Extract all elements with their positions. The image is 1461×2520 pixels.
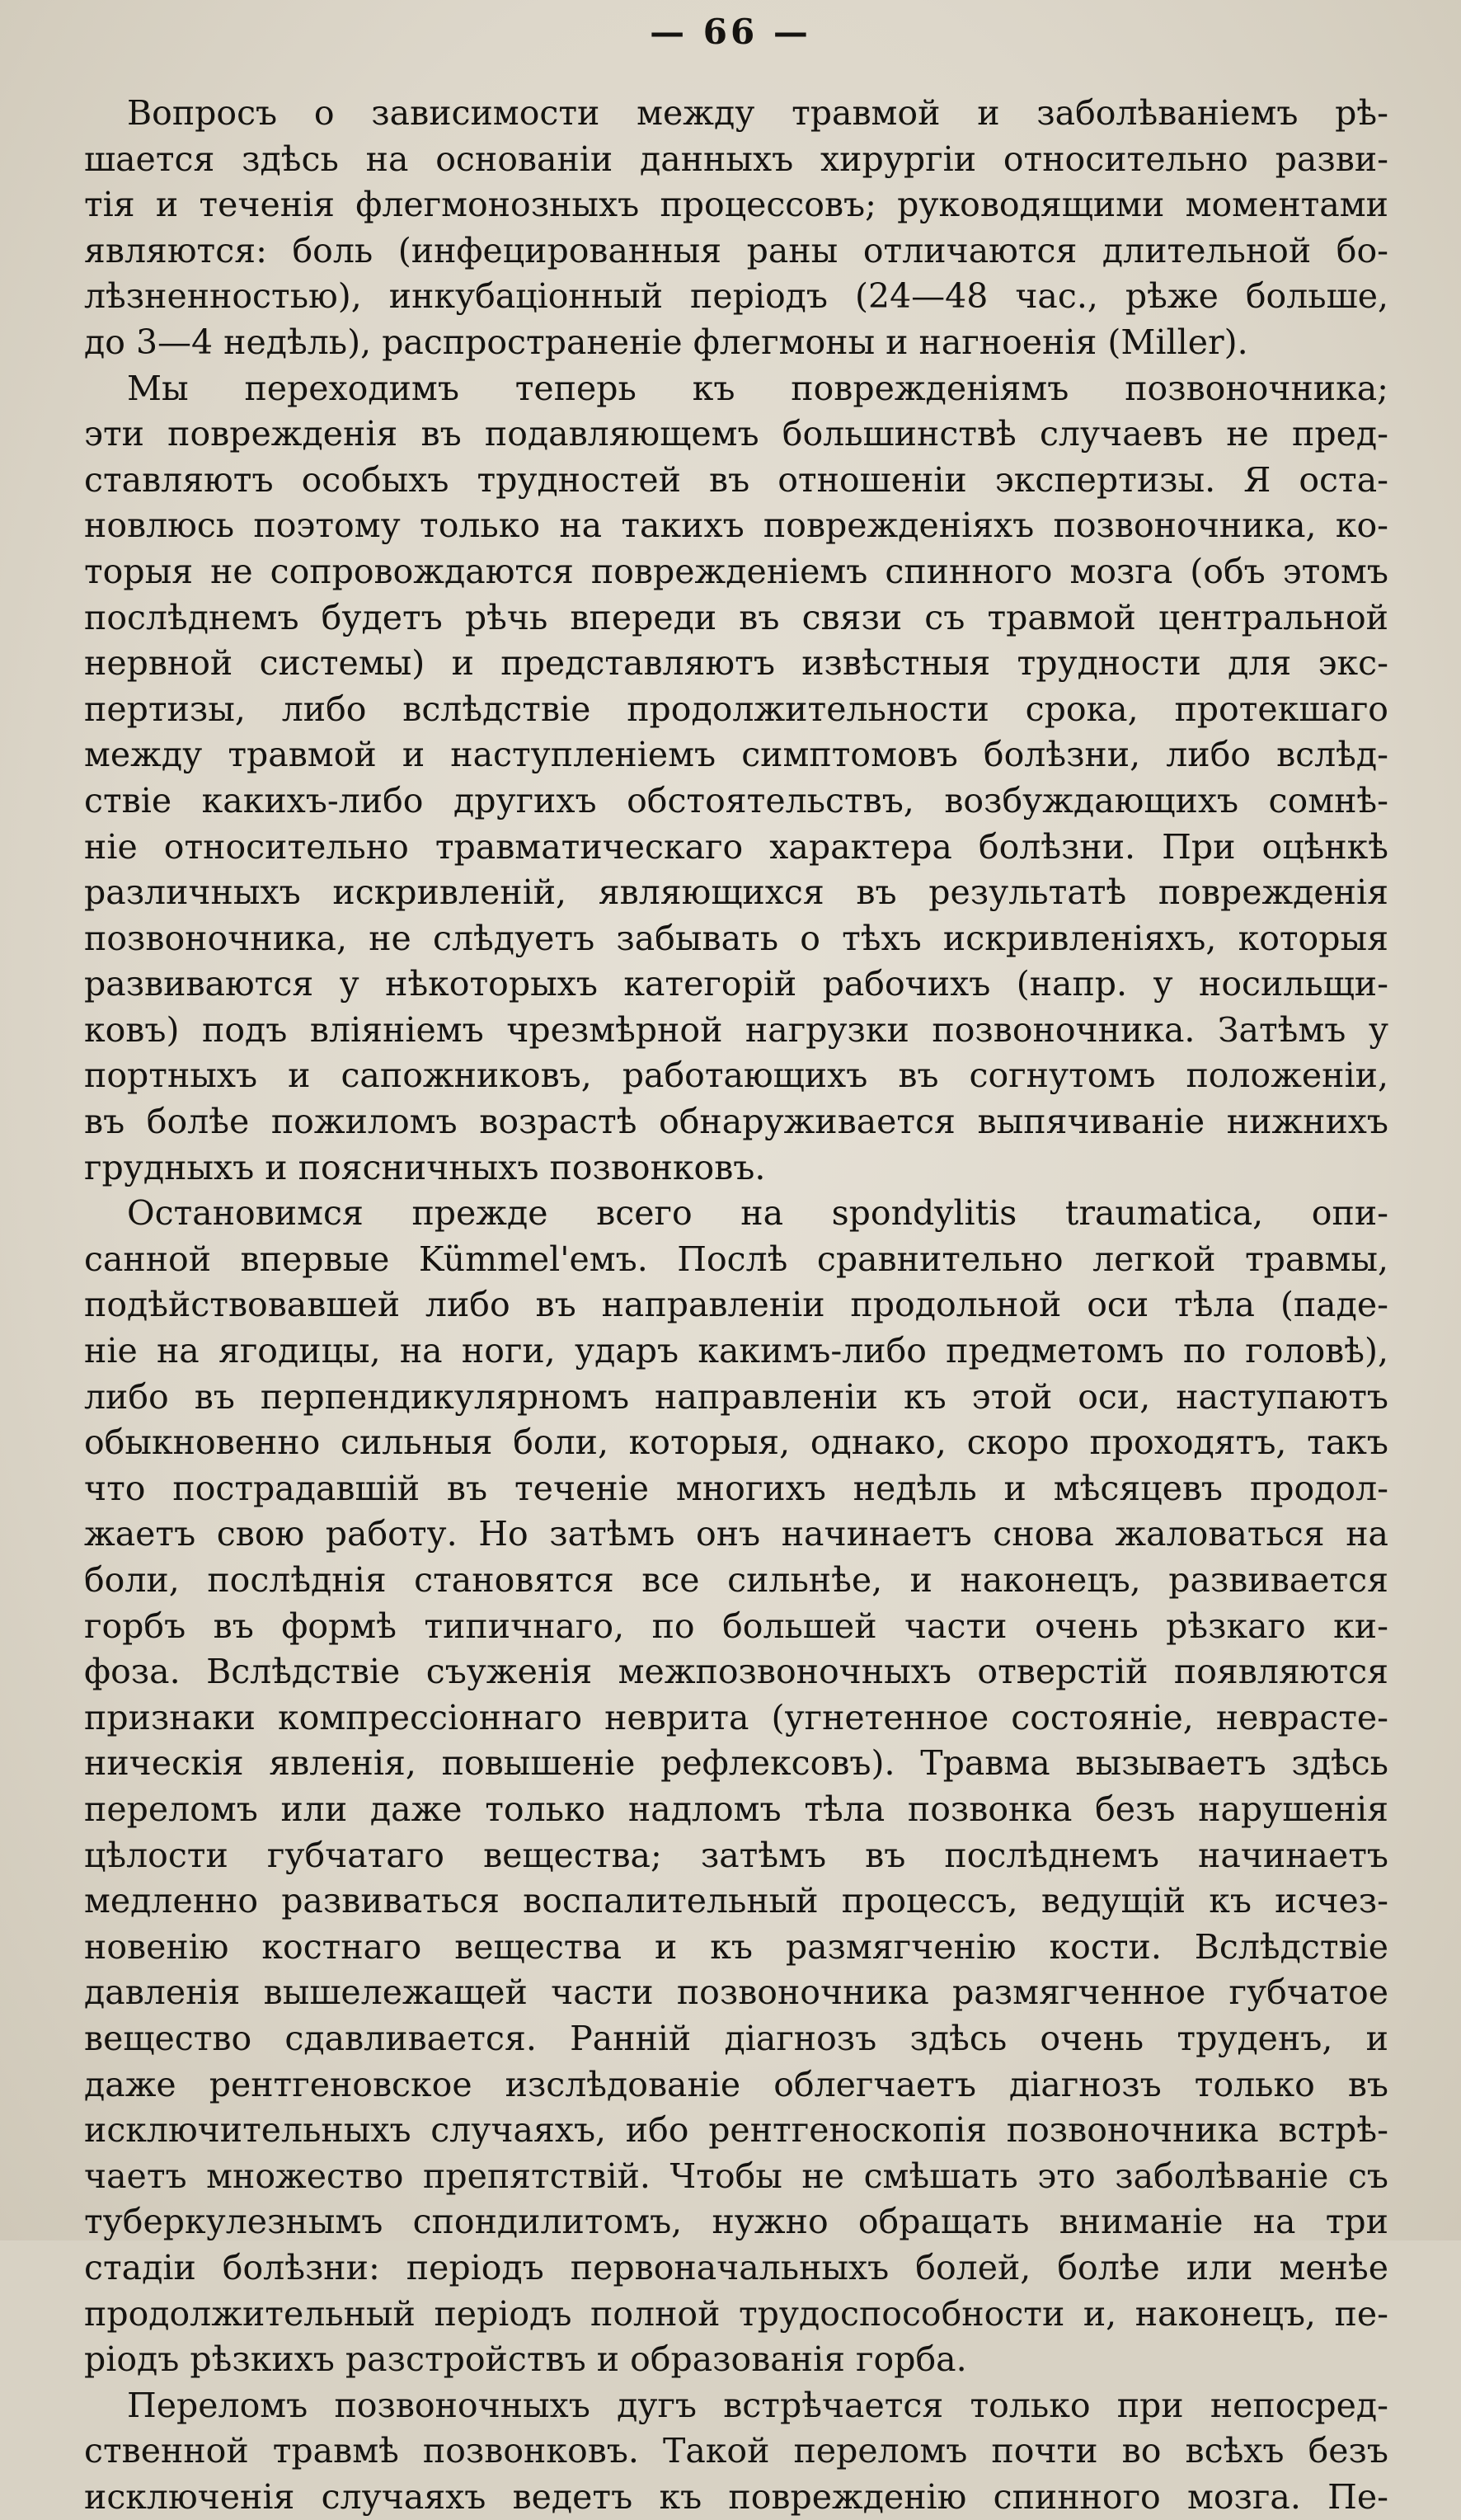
body-text: [84, 91, 1388, 2520]
text-line: портныхъ и сапожниковъ, работающихъ въ согнутомъ положеніи,: [84, 1055, 1388, 1096]
text-line: тія и теченія флегмонозныхъ процессовъ; руководящими моментами: [84, 185, 1388, 225]
text-line: исключенія случаяхъ ведетъ къ поврежденію спинного мозга. Пе-: [84, 2476, 1388, 2517]
text-line: развиваются у нѣкоторыхъ категорій рабочихъ (напр. у носильщи-: [84, 964, 1388, 1004]
text-line: шается здѣсь на основаніи данныхъ хирургіи относительно разви-: [84, 139, 1388, 179]
text-line: нервной системы) и представляютъ извѣстныя трудности для экс-: [84, 643, 1388, 684]
text-line: жаетъ свою работу. Но затѣмъ онъ начинаетъ снова жаловаться на: [84, 1514, 1388, 1554]
text-line: Остановимся прежде всего на spondylitis traumatica, опи-: [127, 1193, 1388, 1234]
text-line: между травмой и наступленіемъ симптомовъ болѣзни, либо вслѣд-: [84, 735, 1388, 775]
text-line: давленія вышележащей части позвоночника размягченное губчатое: [84, 1972, 1388, 2013]
text-line: горбъ въ формѣ типичнаго, по большей части очень рѣзкаго ки-: [84, 1606, 1388, 1646]
text-line: въ болѣе пожиломъ возрастѣ обнаруживается выпячиваніе нижнихъ: [84, 1102, 1388, 1142]
text-line: вещество сдавливается. Ранній діагнозъ здѣсь очень труденъ, и: [84, 2018, 1388, 2058]
text-line: Мы переходимъ теперь къ поврежденіямъ позвоночника;: [127, 368, 1388, 408]
text-line: являются: боль (инфецированныя раны отличаются длительной бо-: [84, 230, 1388, 270]
text-line: даже рентгеновское изслѣдованіе облегчаетъ діагнозъ только въ: [84, 2064, 1388, 2104]
text-line: ніе относительно травматическаго характера болѣзни. При оцѣнкѣ: [84, 826, 1388, 867]
text-line: стадіи болѣзни: періодъ первоначальныхъ болей, болѣе или менѣе: [84, 2247, 1388, 2287]
text-line: обыкновенно сильныя боли, которыя, однако, скоро проходятъ, такъ: [84, 1422, 1388, 1463]
text-line: цѣлости губчатаго вещества; затѣмъ въ послѣднемъ начинаетъ: [84, 1835, 1388, 1875]
text-line: Вопросъ о зависимости между травмой и заболѣваніемъ рѣ-: [127, 93, 1388, 133]
text-line: лѣзненностью), инкубаціонный періодъ (24—48 час., рѣже больше,: [84, 276, 1388, 317]
text-line: ніе на ягодицы, на ноги, ударъ какимъ-либо предметомъ по головѣ),: [84, 1331, 1388, 1371]
paragraph: [84, 91, 1388, 366]
text-line: ковъ) подъ вліяніемъ чрезмѣрной нагрузки позвоночника. Затѣмъ у: [84, 1009, 1388, 1050]
paragraph: [84, 2383, 1388, 2520]
text-line: ріодъ рѣзкихъ разстройствъ и образованія горба.: [84, 2339, 967, 2380]
text-line: новлюсь поэтому только на такихъ поврежденіяхъ позвоночника, ко-: [84, 505, 1388, 546]
text-line: продолжительный періодъ полной трудоспособности и, наконецъ, пе-: [84, 2293, 1388, 2334]
text-line: туберкулезнымъ спондилитомъ, нужно обращать вниманіе на три: [84, 2202, 1388, 2242]
text-line: до 3—4 недѣль), распространеніе флегмоны и нагноенія (Miller).: [84, 322, 1248, 362]
text-line: ническія явленія, повышеніе рефлексовъ). Травма вызываетъ здѣсь: [84, 1743, 1388, 1784]
text-line: торыя не сопровождаются поврежденіемъ спинного мозга (объ этомъ: [84, 551, 1388, 591]
text-line: санной впервые Kümmel'емъ. Послѣ сравнительно легкой травмы,: [84, 1239, 1388, 1279]
text-line: новенію костнаго вещества и къ размягченію кости. Вслѣдствіе: [84, 1926, 1388, 1967]
text-line: различныхъ искривленій, являющихся въ результатѣ поврежденія: [84, 872, 1388, 913]
paragraph: [84, 1191, 1388, 2382]
text-line: позвоночника, не слѣдуетъ забывать о тѣхъ искривленіяхъ, которыя: [84, 918, 1388, 958]
text-line: либо въ перпендикулярномъ направленіи къ этой оси, наступаютъ: [84, 1376, 1388, 1417]
text-line: эти поврежденія въ подавляющемъ большинствѣ случаевъ не пред-: [84, 414, 1388, 454]
page-number: — 66 —: [650, 12, 811, 52]
text-line: подѣйствовавшей либо въ направленіи продольной оси тѣла (паде-: [84, 1285, 1388, 1325]
text-line: Переломъ позвоночныхъ дугъ встрѣчается только при непосред-: [127, 2385, 1388, 2425]
text-line: фоза. Вслѣдствіе съуженія межпозвоночныхъ отверстій появляются: [84, 1652, 1388, 1692]
text-line: переломъ или даже только надломъ тѣла позвонка безъ нарушенія: [84, 1789, 1388, 1829]
text-line: медленно развиваться воспалительный процессъ, ведущій къ исчез-: [84, 1881, 1388, 1921]
text-line: ственной травмѣ позвонковъ. Такой переломъ почти во всѣхъ безъ: [84, 2431, 1388, 2471]
text-line: грудныхъ и поясничныхъ позвонковъ.: [84, 1147, 766, 1187]
text-line: чаетъ множество препятствій. Чтобы не смѣшать это заболѣваніе съ: [84, 2156, 1388, 2196]
paragraph: [84, 366, 1388, 1192]
text-line: пертизы, либо вслѣдствіе продолжительности срока, протекшаго: [84, 689, 1388, 729]
text-line: ствіе какихъ-либо другихъ обстоятельствъ, возбуждающихъ сомнѣ-: [84, 780, 1388, 820]
text-line: послѣднемъ будетъ рѣчь впереди въ связи съ травмой центральной: [84, 597, 1388, 637]
text-line: исключительныхъ случаяхъ, ибо рентгеноскопія позвоночника встрѣ-: [84, 2110, 1388, 2151]
text-line: что пострадавшій въ теченіе многихъ недѣль и мѣсяцевъ продол-: [84, 1468, 1388, 1508]
text-line: ставляютъ особыхъ трудностей въ отношеніи экспертизы. Я оста-: [84, 459, 1388, 500]
text-line: признаки компрессіоннаго неврита (угнетенное состояніе, неврасте-: [84, 1697, 1388, 1737]
text-line: боли, послѣднія становятся все сильнѣе, и наконецъ, развивается: [84, 1560, 1388, 1600]
